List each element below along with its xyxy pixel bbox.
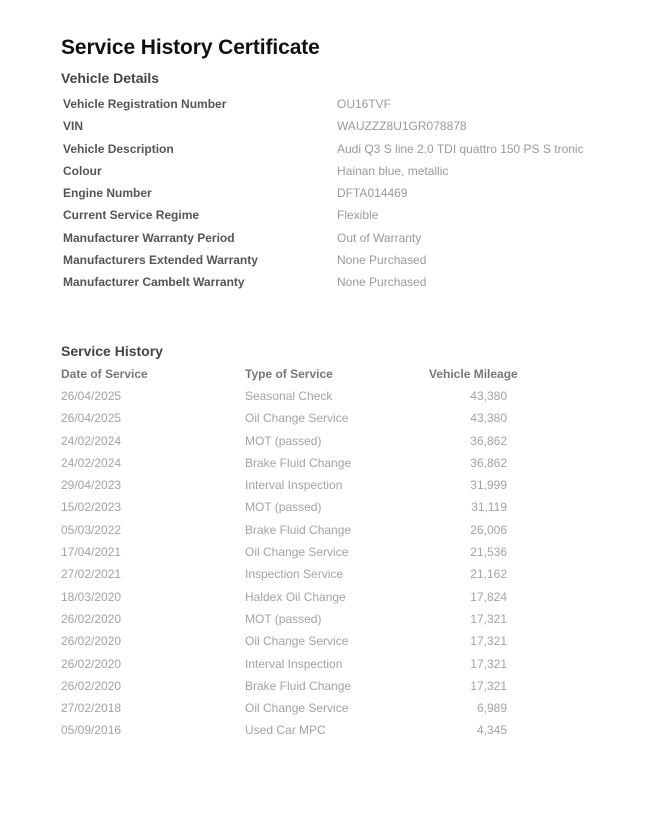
- service-history-header-row: [61, 363, 541, 385]
- detail-label: Manufacturer Cambelt Warranty: [63, 275, 245, 290]
- detail-label: Vehicle Registration Number: [63, 97, 227, 111]
- detail-value: Out of Warranty: [337, 230, 422, 245]
- service-type: Haldex Oil Change: [245, 589, 346, 604]
- service-mileage: 21,162: [470, 567, 507, 582]
- table-row: [61, 586, 541, 608]
- service-type: Oil Change Service: [245, 411, 349, 426]
- detail-label: Colour: [63, 163, 102, 178]
- service-type: Brake Fluid Change: [245, 455, 352, 470]
- table-row: [61, 519, 541, 541]
- column-header-date: Date of Service: [61, 367, 148, 381]
- service-mileage: 21,536: [470, 545, 507, 560]
- service-date: 26/02/2020: [61, 678, 122, 693]
- service-type: MOT (passed): [245, 500, 322, 515]
- service-type: Interval Inspection: [245, 478, 343, 493]
- table-row: [61, 407, 541, 429]
- service-mileage: 36,862: [470, 455, 507, 470]
- service-date: 26/04/2025: [61, 411, 122, 426]
- table-row: [61, 630, 541, 652]
- service-type: Brake Fluid Change: [245, 522, 352, 537]
- service-mileage: 17,824: [470, 589, 507, 604]
- detail-label: VIN: [63, 119, 84, 134]
- service-history-table: [61, 363, 541, 742]
- column-header-type: Type of Service: [245, 367, 333, 381]
- table-row: [61, 675, 541, 697]
- table-row: [61, 430, 541, 452]
- table-row: [61, 608, 541, 630]
- service-date: 17/04/2021: [61, 545, 122, 560]
- table-row: [61, 452, 541, 474]
- table-row: [61, 385, 541, 407]
- table-row: [61, 563, 541, 585]
- service-date: 26/04/2025: [61, 389, 122, 403]
- service-history-rows: [61, 385, 541, 742]
- detail-value: WAUZZZ8U1GR078878: [337, 119, 467, 134]
- service-date: 26/02/2020: [61, 611, 122, 626]
- table-row: [61, 697, 541, 719]
- service-mileage: 26,006: [470, 522, 507, 537]
- table-row: [61, 474, 541, 496]
- detail-row: [63, 182, 623, 204]
- detail-value: Flexible: [337, 208, 379, 223]
- service-type: Oil Change Service: [245, 634, 349, 649]
- table-row: [61, 541, 541, 563]
- service-date: 26/02/2020: [61, 656, 122, 671]
- service-history-heading: Service History: [61, 343, 163, 359]
- detail-row: [63, 93, 623, 115]
- detail-row: [63, 227, 623, 249]
- service-date: 29/04/2023: [61, 478, 122, 493]
- detail-row: [63, 138, 623, 160]
- service-mileage: 36,862: [470, 433, 507, 448]
- service-mileage: 31,119: [471, 500, 507, 515]
- detail-value: OU16TVF: [337, 97, 392, 111]
- vehicle-details-heading: Vehicle Details: [61, 70, 160, 86]
- service-date: 05/03/2022: [61, 522, 122, 537]
- service-type: Used Car MPC: [245, 723, 326, 738]
- detail-row: [63, 204, 623, 226]
- service-date: 15/02/2023: [61, 500, 122, 515]
- service-type: Interval Inspection: [245, 656, 343, 671]
- vehicle-details-table: [63, 93, 623, 294]
- detail-row: [63, 115, 623, 137]
- detail-row: [63, 160, 623, 182]
- page-title: Service History Certificate: [61, 36, 320, 59]
- service-type: Seasonal Check: [245, 389, 333, 403]
- service-type: MOT (passed): [245, 433, 322, 448]
- service-mileage: 17,321: [470, 611, 507, 626]
- service-mileage: 4,345: [476, 723, 507, 738]
- detail-label: Manufacturer Warranty Period: [63, 230, 235, 245]
- detail-row: [63, 271, 623, 293]
- service-date: 27/02/2018: [61, 701, 122, 716]
- table-row: [61, 496, 541, 518]
- detail-value: Audi Q3 S line 2.0 TDI quattro 150 PS S tronic: [337, 141, 584, 156]
- service-date: 24/02/2024: [61, 455, 122, 470]
- service-date: 18/03/2020: [61, 589, 122, 604]
- column-header-mileage: Vehicle Mileage: [429, 367, 518, 381]
- table-row: [61, 719, 541, 741]
- service-type: Oil Change Service: [245, 545, 349, 560]
- service-mileage: 17,321: [470, 656, 507, 671]
- service-mileage: 31,999: [470, 478, 507, 493]
- service-mileage: 43,380: [470, 389, 507, 403]
- service-mileage: 6,989: [476, 701, 507, 716]
- service-date: 05/09/2016: [61, 723, 122, 738]
- service-date: 27/02/2021: [61, 567, 122, 582]
- service-type: Oil Change Service: [245, 701, 349, 716]
- service-date: 24/02/2024: [61, 433, 122, 448]
- detail-value: Hainan blue, metallic: [337, 163, 449, 178]
- detail-value: None Purchased: [337, 253, 427, 268]
- detail-label: Manufacturers Extended Warranty: [63, 253, 258, 268]
- service-mileage: 43,380: [470, 411, 507, 426]
- service-type: Inspection Service: [245, 567, 344, 582]
- table-row: [61, 653, 541, 675]
- detail-label: Current Service Regime: [63, 208, 200, 223]
- detail-label: Engine Number: [63, 186, 152, 201]
- service-mileage: 17,321: [470, 678, 507, 693]
- service-date: 26/02/2020: [61, 634, 122, 649]
- detail-value: DFTA014469: [337, 186, 408, 201]
- detail-value: None Purchased: [337, 275, 427, 290]
- service-mileage: 17,321: [470, 634, 507, 649]
- service-type: Brake Fluid Change: [245, 678, 352, 693]
- detail-label: Vehicle Description: [63, 141, 174, 156]
- service-type: MOT (passed): [245, 611, 322, 626]
- detail-row: [63, 249, 623, 271]
